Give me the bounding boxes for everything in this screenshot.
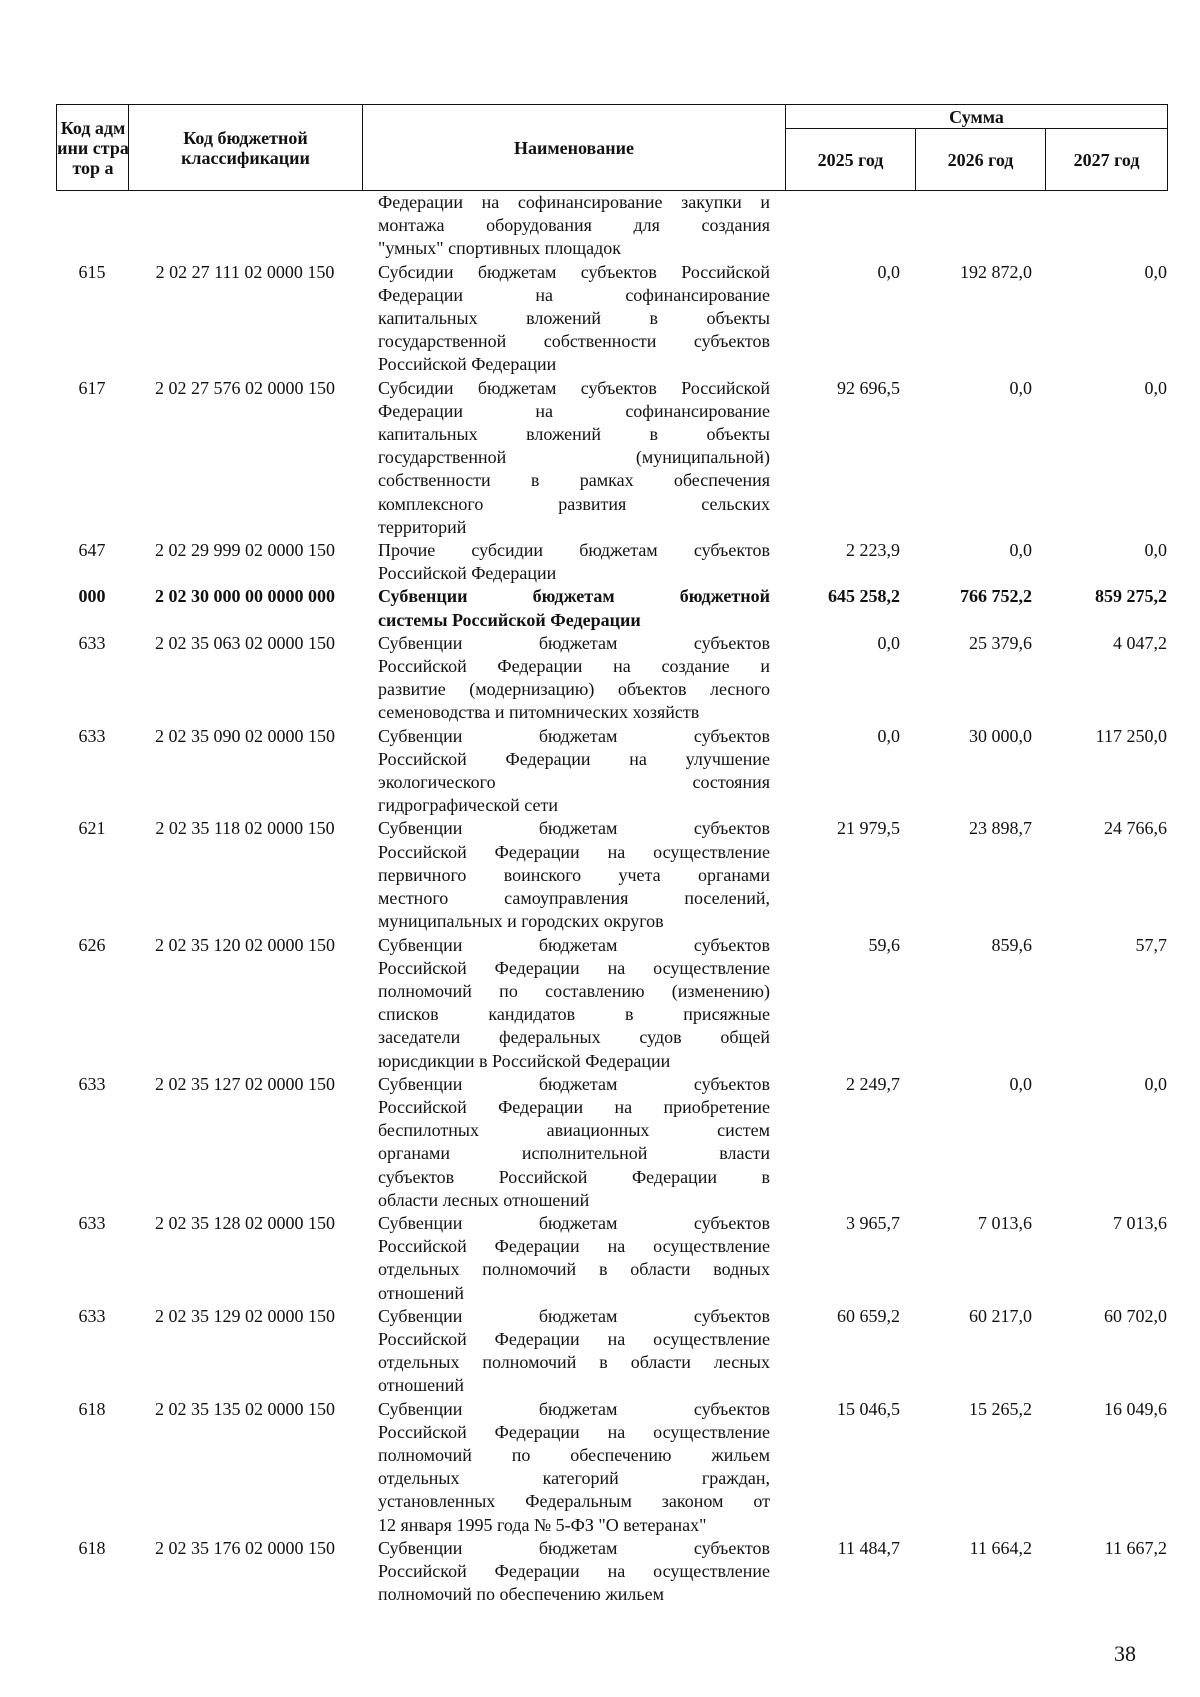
value-2026-cell: 11 664,2: [969, 1537, 1032, 1558]
value-2027-cell: 0,0: [1144, 540, 1167, 561]
name-line: местного самоуправления поселений,: [378, 888, 770, 909]
value-2025-cell: 21 979,5: [837, 818, 900, 839]
name-line: Субвенции бюджетам бюджетной: [378, 586, 770, 607]
value-2027-cell: 57,7: [1135, 934, 1167, 955]
header-admin-code: Код админи стратор а: [57, 105, 129, 191]
name-line: 12 января 1995 года № 5-ФЗ "О ветеранах": [378, 1514, 707, 1535]
name-line: Российской Федерации на осуществление: [378, 841, 770, 862]
name-line: Субвенции бюджетам субъектов: [378, 1398, 770, 1419]
name-line: Субсидии бюджетам субъектов Российской: [378, 377, 770, 398]
name-line: Федерации на софинансирование: [378, 400, 770, 421]
name-line: Российской Федерации на осуществление: [378, 1421, 770, 1442]
header-name: Наименование: [363, 105, 786, 191]
name-line: полномочий по обеспечению жильем: [378, 1584, 664, 1605]
name-line: Субсидии бюджетам субъектов Российской: [378, 261, 770, 282]
admin-code-cell: 000: [78, 586, 106, 607]
admin-code-cell: 633: [78, 1073, 106, 1094]
admin-code-cell: 647: [78, 540, 106, 561]
table-row: [56, 539, 1167, 585]
name-line: Российской Федерации: [378, 563, 557, 584]
value-2026-cell: 859,6: [991, 934, 1032, 955]
table-row: [56, 1398, 1167, 1537]
name-line: Российской Федерации на осуществление: [378, 1328, 770, 1349]
value-2026-cell: 0,0: [1009, 1073, 1032, 1094]
name-line: территорий: [378, 516, 467, 537]
name-line: Российской Федерации на улучшение: [378, 748, 770, 769]
table-row: [56, 817, 1167, 933]
name-line: собственности в рамках обеспечения: [378, 470, 770, 491]
value-2025-cell: 60 659,2: [837, 1305, 900, 1326]
value-2027-cell: 0,0: [1144, 1073, 1167, 1094]
name-line: государственной (муниципальной): [378, 447, 770, 468]
kbk-cell: 2 02 29 999 02 0000 150: [155, 540, 335, 561]
table-body: [56, 191, 1167, 1606]
value-2026-cell: 7 013,6: [978, 1212, 1032, 1233]
name-line: полномочий по составлению (изменению): [378, 980, 770, 1001]
kbk-cell: 2 02 35 120 02 0000 150: [155, 934, 335, 955]
value-2027-cell: 24 766,6: [1104, 818, 1167, 839]
admin-code-cell: 618: [78, 1398, 106, 1419]
header-year-2026: 2026 год: [916, 129, 1046, 191]
name-line: Субвенции бюджетам субъектов: [378, 1305, 770, 1326]
name-line: семеноводства и питомнических хозяйств: [378, 702, 700, 723]
table-row: [56, 1537, 1167, 1607]
value-2027-cell: 0,0: [1144, 377, 1167, 398]
table-row: [56, 934, 1167, 1073]
header-sum: Сумма: [786, 105, 1168, 129]
kbk-cell: 2 02 27 576 02 0000 150: [155, 377, 335, 398]
name-line: первичного воинского учета органами: [378, 864, 770, 885]
name-cell: [378, 1398, 770, 1537]
value-2026-cell: 0,0: [1009, 540, 1032, 561]
name-line: юрисдикции в Российской Федерации: [378, 1050, 671, 1071]
value-2025-cell: 2 249,7: [846, 1073, 900, 1094]
value-2026-cell: 766 752,2: [960, 586, 1032, 607]
value-2025-cell: 0,0: [877, 725, 900, 746]
admin-code-cell: 633: [78, 1305, 106, 1326]
table-row: [56, 261, 1167, 377]
name-cell: [378, 934, 770, 1073]
value-2025-cell: 92 696,5: [837, 377, 900, 398]
value-2027-cell: 60 702,0: [1104, 1305, 1167, 1326]
name-line: Федерации на софинансирование: [378, 284, 770, 305]
name-cell: [378, 261, 770, 377]
name-line: Субвенции бюджетам субъектов: [378, 1212, 770, 1233]
name-line: развитие (модернизацию) объектов лесного: [378, 679, 770, 700]
kbk-cell: 2 02 27 111 02 0000 150: [155, 261, 335, 282]
name-line: отношений: [378, 1375, 465, 1396]
header-year-2025: 2025 год: [786, 129, 916, 191]
value-2026-cell: 192 872,0: [960, 261, 1032, 282]
table-row: [56, 1073, 1167, 1212]
table-header: [56, 104, 1168, 191]
name-line: капитальных вложений в объекты: [378, 308, 770, 329]
budget-table-page: [56, 104, 1167, 1606]
table-row: [56, 585, 1167, 631]
name-line: полномочий по обеспечению жильем: [378, 1444, 770, 1465]
name-line: Российской Федерации на создание и: [378, 656, 770, 677]
admin-code-cell: 626: [78, 934, 106, 955]
table-row: [56, 1212, 1167, 1305]
kbk-cell: 2 02 35 063 02 0000 150: [155, 632, 335, 653]
admin-code-cell: 633: [78, 1212, 106, 1233]
name-line: системы Российской Федерации: [378, 609, 641, 630]
name-line: заседатели федеральных судов общей: [378, 1027, 770, 1048]
value-2025-cell: 2 223,9: [846, 540, 900, 561]
name-line: Субвенции бюджетам субъектов: [378, 1073, 770, 1094]
kbk-cell: 2 02 35 176 02 0000 150: [155, 1537, 335, 1558]
header-year-2027: 2027 год: [1046, 129, 1168, 191]
name-line: Российской Федерации: [378, 354, 557, 375]
value-2025-cell: 59,6: [868, 934, 900, 955]
value-2025-cell: 645 258,2: [828, 586, 900, 607]
value-2027-cell: 4 047,2: [1113, 632, 1167, 653]
value-2027-cell: 859 275,2: [1095, 586, 1167, 607]
name-line: капитальных вложений в объекты: [378, 424, 770, 445]
value-2027-cell: 11 667,2: [1104, 1537, 1167, 1558]
kbk-cell: 2 02 30 000 00 0000 000: [155, 586, 335, 607]
name-line: беспилотных авиационных систем: [378, 1120, 770, 1141]
continuation-line: Федерации на софинансирование закупки и: [378, 192, 770, 212]
name-line: Субвенции бюджетам субъектов: [378, 1537, 770, 1558]
kbk-cell: 2 02 35 127 02 0000 150: [155, 1073, 335, 1094]
continuation-text: [56, 191, 770, 261]
name-cell: [378, 585, 770, 631]
kbk-cell: 2 02 35 135 02 0000 150: [155, 1398, 335, 1419]
table-row: [56, 725, 1167, 818]
name-line: государственной собственности субъектов: [378, 331, 770, 352]
name-cell: [378, 1537, 770, 1607]
value-2026-cell: 25 379,6: [969, 632, 1032, 653]
name-line: комплексного развития сельских: [378, 493, 770, 514]
name-cell: [378, 1305, 770, 1398]
table-row: [56, 632, 1167, 725]
admin-code-cell: 618: [78, 1537, 106, 1558]
name-cell: [378, 539, 770, 585]
name-line: Субвенции бюджетам субъектов: [378, 632, 770, 653]
value-2025-cell: 0,0: [877, 632, 900, 653]
name-line: области лесных отношений: [378, 1189, 590, 1210]
table-row: [56, 377, 1167, 539]
value-2026-cell: 23 898,7: [969, 818, 1032, 839]
continuation-line: "умных" спортивных площадок: [378, 238, 622, 259]
name-line: субъектов Российской Федерации в: [378, 1166, 770, 1187]
value-2026-cell: 30 000,0: [969, 725, 1032, 746]
name-line: органами исполнительной власти: [378, 1143, 770, 1164]
name-cell: [378, 1212, 770, 1305]
value-2027-cell: 16 049,6: [1104, 1398, 1167, 1419]
admin-code-cell: 633: [78, 632, 106, 653]
value-2025-cell: 15 046,5: [837, 1398, 900, 1419]
name-line: гидрографической сети: [378, 795, 558, 816]
admin-code-cell: 621: [78, 818, 106, 839]
name-cell: [378, 817, 770, 933]
name-cell: [378, 1073, 770, 1212]
page-number: 38: [1114, 1641, 1136, 1666]
name-line: отношений: [378, 1282, 465, 1303]
kbk-cell: 2 02 35 090 02 0000 150: [155, 725, 335, 746]
kbk-cell: 2 02 35 128 02 0000 150: [155, 1212, 335, 1233]
name-cell: [378, 725, 770, 818]
name-line: установленных Федеральным законом от: [378, 1491, 770, 1512]
name-line: списков кандидатов в присяжные: [378, 1004, 770, 1025]
kbk-cell: 2 02 35 129 02 0000 150: [155, 1305, 335, 1326]
value-2027-cell: 117 250,0: [1095, 725, 1167, 746]
name-line: отдельных полномочий в области лесных: [378, 1352, 770, 1373]
admin-code-cell: 617: [78, 377, 106, 398]
name-line: Субвенции бюджетам субъектов: [378, 818, 770, 839]
value-2026-cell: 15 265,2: [969, 1398, 1032, 1419]
name-line: экологического состояния: [378, 772, 770, 793]
name-line: Российской Федерации на осуществление: [378, 1236, 770, 1257]
continuation-line: монтажа оборудования для создания: [378, 215, 770, 236]
kbk-cell: 2 02 35 118 02 0000 150: [155, 818, 335, 839]
name-cell: [378, 377, 770, 539]
name-line: отдельных категорий граждан,: [378, 1468, 770, 1489]
name-line: Российской Федерации на осуществление: [378, 1560, 770, 1581]
value-2025-cell: 11 484,7: [837, 1537, 900, 1558]
name-line: Субвенции бюджетам субъектов: [378, 934, 770, 955]
name-line: Российской Федерации на приобретение: [378, 1096, 770, 1117]
value-2027-cell: 7 013,6: [1113, 1212, 1167, 1233]
name-cell: [378, 632, 770, 725]
admin-code-cell: 633: [78, 725, 106, 746]
header-kbk: Код бюджетной классификации: [129, 105, 363, 191]
name-line: муниципальных и городских округов: [378, 911, 664, 932]
name-line: Прочие субсидии бюджетам субъектов: [378, 540, 770, 561]
admin-code-cell: 615: [78, 261, 106, 282]
table-row: [56, 1305, 1167, 1398]
value-2027-cell: 0,0: [1144, 261, 1167, 282]
name-line: отдельных полномочий в области водных: [378, 1259, 770, 1280]
value-2025-cell: 0,0: [877, 261, 900, 282]
name-line: Российской Федерации на осуществление: [378, 957, 770, 978]
value-2026-cell: 0,0: [1009, 377, 1032, 398]
value-2026-cell: 60 217,0: [969, 1305, 1032, 1326]
value-2025-cell: 3 965,7: [846, 1212, 900, 1233]
name-line: Субвенции бюджетам субъектов: [378, 725, 770, 746]
